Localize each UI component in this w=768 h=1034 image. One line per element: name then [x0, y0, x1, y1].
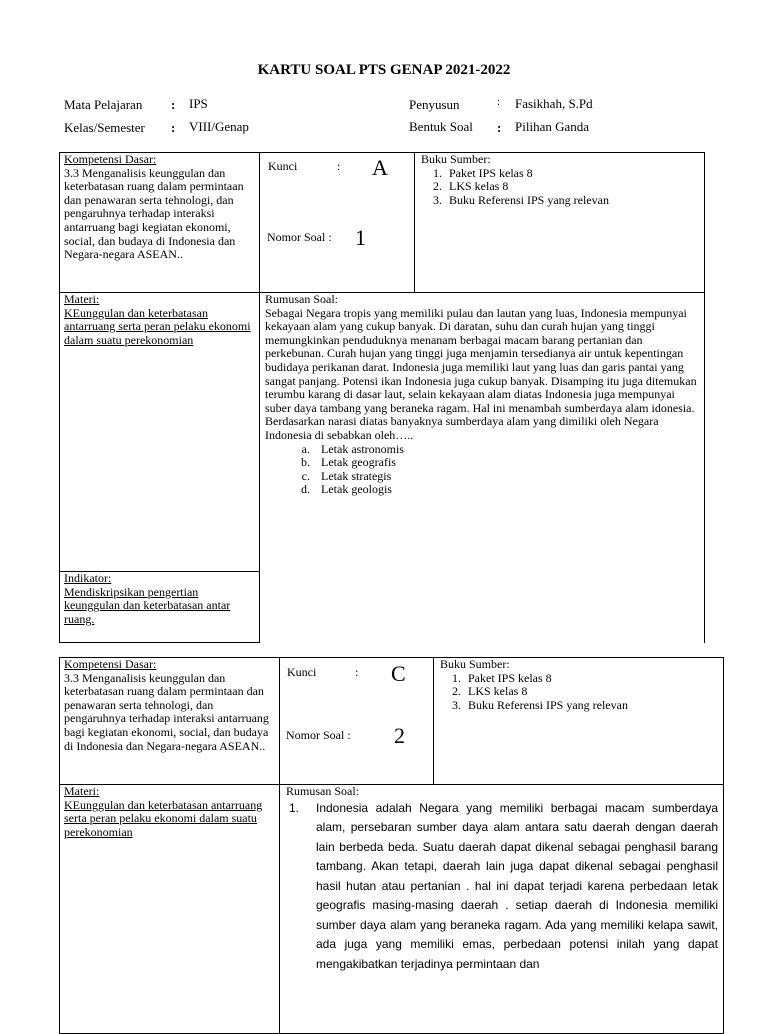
card1-option-a: a. Letak astronomis	[313, 443, 701, 457]
card2-question-number: 1.	[289, 800, 300, 815]
card1-option-c: c. Letak strategis	[313, 470, 701, 484]
card2-kd-text: 3.3 Menganalisis keunggulan dan keterbatasan ruang dalam permintaan dan penawaran serta tehnologi, dan pengaruhnya terhadap interaksi antarruang bagi kegiatan ekonomi, social, dan budaya di Indonesia dan Negara-negara ASEAN..	[64, 670, 269, 753]
card2-kunci-label: Kunci	[287, 665, 317, 679]
card1-materi-text: KEunggulan dan keterbatasan antarruang serta peran pelaku ekonomi dalam suatu perekonomian	[64, 305, 251, 347]
card1-indikator-text: Mendiskripsikan pengertian keunggulan dan keterbatasan antar ruang.	[64, 584, 231, 626]
card1-buku-label: Buku Sumber:	[421, 153, 491, 166]
kelas-label: Kelas/Semester	[64, 120, 145, 135]
card1-buku-item-1: 1. Paket IPS kelas 8	[445, 167, 701, 181]
penyusun-label: Penyusun	[409, 97, 460, 112]
card1-options	[265, 443, 701, 497]
card2-rumusan	[286, 785, 718, 1025]
card1-buku-list	[421, 167, 701, 208]
card1-buku-item-3: 3. Buku Referensi IPS yang relevan	[445, 194, 701, 208]
card2-kd	[64, 658, 278, 783]
card1-kunci-colon: :	[337, 159, 341, 173]
card1-materi-label: Materi:	[64, 293, 100, 306]
card1-nomor-label: Nomor Soal :	[267, 230, 332, 244]
penyusun-colon: :	[497, 96, 501, 108]
card2-materi	[64, 785, 274, 865]
card1-kd-text: 3.3 Menganalisis keunggulan dan keterbatasan ruang dalam permintaan dan penawaran serta tehnologi, dan pengaruhnya terhadap interaksi antarruang bagi kegiatan ekonomi, social, dan budaya di Indonesia dan Negara-negara ASEAN..	[64, 165, 244, 262]
card2-buku	[440, 658, 720, 783]
card2-buku-item-3: 3. Buku Referensi IPS yang relevan	[464, 699, 720, 713]
mapel-label: Mata Pelajaran	[64, 97, 143, 112]
mapel-colon: :	[171, 97, 176, 112]
card2-buku-item-2: 2. LKS kelas 8	[464, 685, 720, 699]
card2-materi-label: Materi:	[64, 785, 100, 798]
card1-option-b: b. Letak geografis	[313, 456, 701, 470]
kelas-value: VIII/Genap	[189, 119, 249, 134]
card1-buku	[421, 153, 701, 291]
card1-option-d: d. Letak geologis	[313, 483, 701, 497]
card2-kunci-value: C	[391, 661, 406, 686]
card1-rumusan	[265, 293, 701, 538]
card1-nomor-value: 1	[355, 225, 366, 250]
card1-question: Berdasarkan narasi diatas banyaknya sumberdaya alam yang dimiliki oleh Negara Indonesia di sebabkan oleh…..	[265, 414, 659, 442]
page-title: KARTU SOAL PTS GENAP 2021-2022	[257, 62, 511, 78]
bentuk-colon: :	[497, 120, 502, 135]
card2-materi-text: KEunggulan dan keterbatasan antarruang serta peran pelaku ekonomi dalam suatu perekonomian	[64, 797, 263, 839]
kelas-colon: :	[171, 120, 176, 135]
bentuk-label: Bentuk Soal	[409, 119, 473, 134]
mapel-value: IPS	[189, 96, 208, 111]
card1-indikator	[64, 572, 256, 640]
penyusun-value: Fasikhah, S.Pd	[515, 96, 593, 111]
card1-rumusan-label: Rumusan Soal:	[265, 293, 339, 306]
card1-kunci-label: Kunci	[268, 159, 298, 173]
card2-buku-list	[440, 672, 720, 713]
card1-rumusan-text: Sebagai Negara tropis yang memiliki pulau dan lautan yang luas, Indonesia mempunyai kekayaan alam yang cukup banyak. Di daratan, suhu dan curah hujan yang tinggi memungkinkan penduduknya menanam berbagai macam barang pertanian dan perkebunan. Curah hujan yang tinggi juga menjamin tersedianya air untuk kepentingan budidaya perikanan darat. Indonesia juga memiliki laut yang luas dan garis pantai yang sangat panjang. Potensi ikan Indonesia juga cukup banyak. Disamping itu juga ditemukan terumbu karang di dasar laut, selain kekayaan alam diatas Indonesia juga mempunyai suber daya tambang yang beraneka ragam. Hal ini menambah sumberdaya alam idonesia.	[265, 305, 697, 415]
bentuk-value: Pilihan Ganda	[515, 119, 590, 134]
card2-rumusan-text: Indonesia adalah Negara yang memiliki berbagai macam sumberdaya alam, persebaran sumber daya alam antara satu daerah dengan daerah lain berbeda beda. Suatu daerah dapat dikenal sebagai penghasil barang tambang. Akan tetapi, daerah lain juga dapat dikenal sebagai penghasil hasil hutan atau pertanian . hal ini dapat terjadi karena perbedaan letak geografis masing-masing daerah . setiap daerah di Indonesia memiliki sumber daya alam yang beraneka ragam. Ada yang memiliki kelapa sawit, ada juga yang memiliki emas, perbedaan potensi inilah yang dapat mengakibatkan terjadinya permintaan dan	[316, 800, 718, 971]
card2-nomor-label: Nomor Soal :	[286, 728, 351, 742]
card1-kd	[64, 153, 258, 291]
card2-rumusan-label: Rumusan Soal:	[286, 785, 360, 798]
card2-nomor-value: 2	[394, 723, 405, 748]
card1-indikator-label: Indikator:	[64, 572, 112, 585]
card1-kd-label: Kompetensi Dasar:	[64, 153, 157, 166]
card1-buku-item-2: 2. LKS kelas 8	[445, 180, 701, 194]
card1-materi	[64, 293, 256, 563]
card2-question-item	[286, 799, 718, 975]
card1-right-border	[704, 292, 705, 643]
card2-buku-label: Buku Sumber:	[440, 658, 510, 671]
card2-kd-label: Kompetensi Dasar:	[64, 658, 157, 671]
card2-kunci-colon: :	[355, 665, 359, 679]
card1-kunci-value: A	[372, 155, 388, 180]
card2-buku-item-1: 1. Paket IPS kelas 8	[464, 672, 720, 686]
